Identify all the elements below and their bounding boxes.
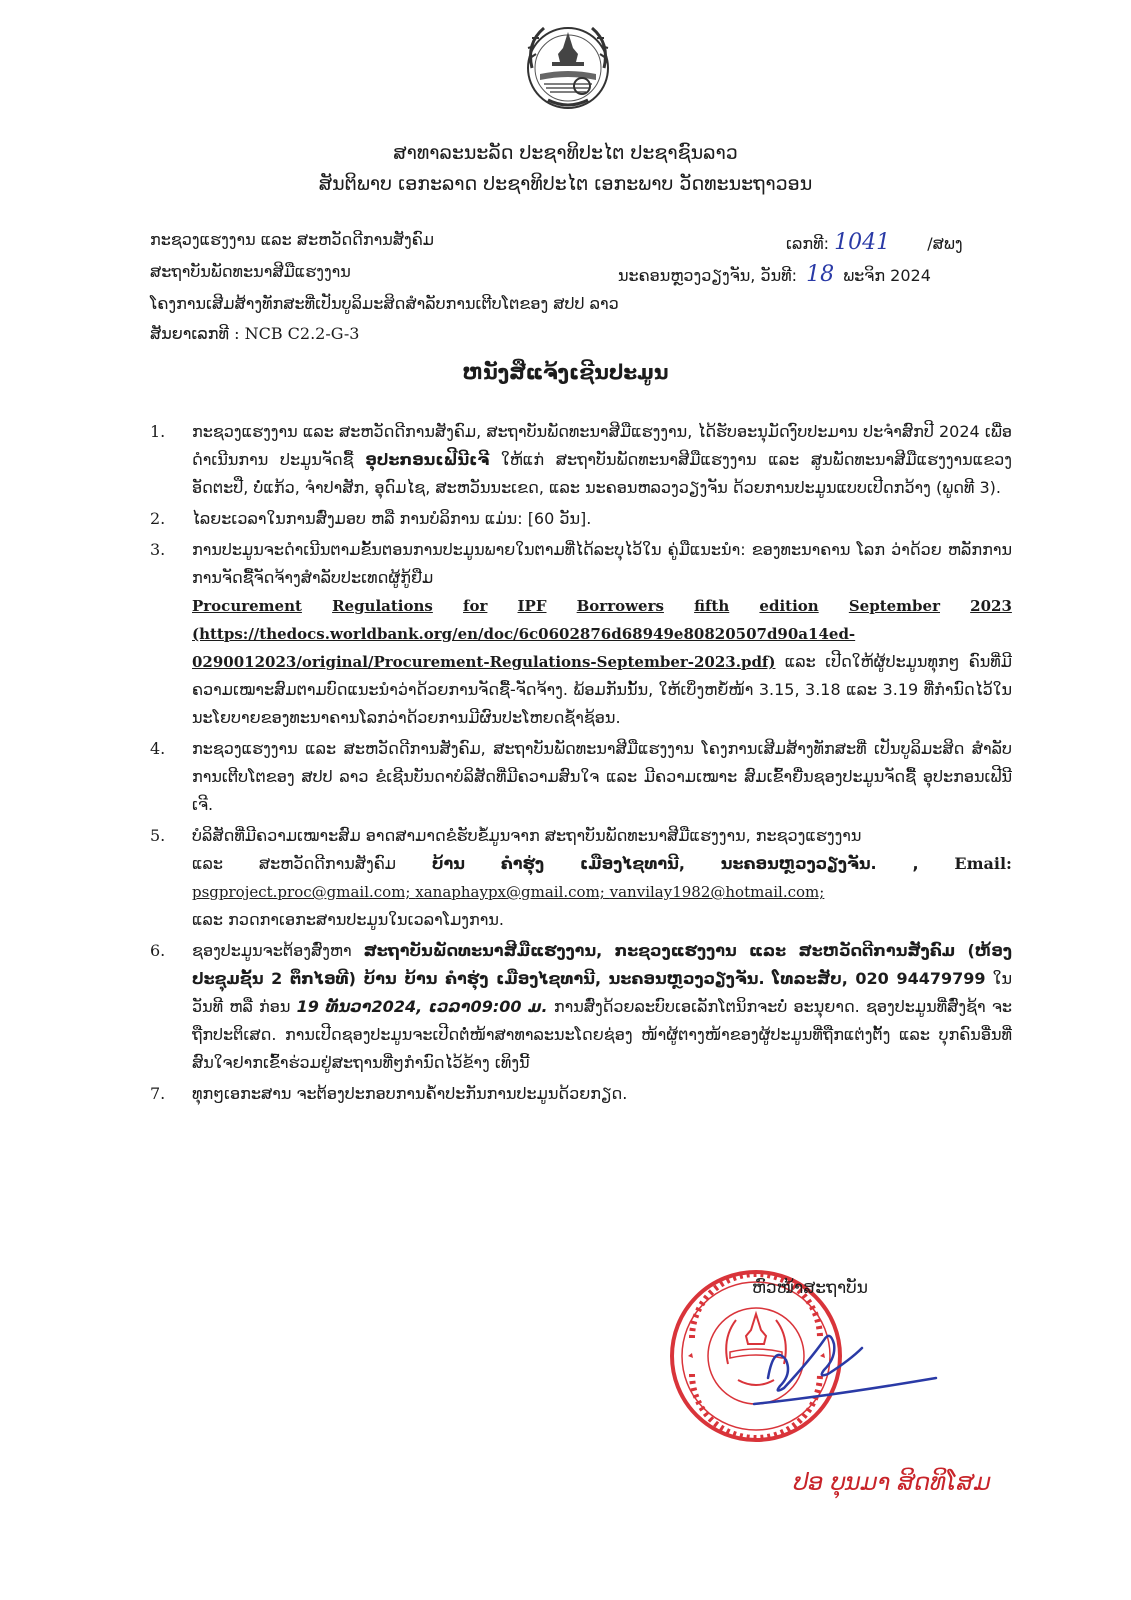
place-date-label: ນະຄອນຫຼວງວຽງຈັນ, ວັນທີ: [618, 266, 797, 285]
address-word: ເມືອງໄຊທານີ, [579, 854, 685, 873]
signatory-name: ປອ ບຸນມາ ສິດທິໂສມ [794, 1468, 991, 1496]
ref-word: IPF [517, 597, 547, 615]
ref-word: Borrowers [576, 597, 664, 615]
list-item [150, 1080, 1012, 1108]
email-link[interactable]: psgproject.proc@gmail.com; [192, 883, 411, 901]
item-number: 7. [150, 1084, 166, 1103]
signatory-title: ຫົວໜ້າສະຖາບັນ [752, 1278, 868, 1298]
motto-heading: ສັນຕິພາບ ເອກະລາດ ປະຊາທິປະໄຕ ເອກະພາບ ວັດທະນະຖາວອນ [318, 173, 813, 195]
item-number: 1. [150, 422, 166, 441]
address-word: ແລະ [192, 854, 224, 873]
item-number: 4. [150, 739, 166, 758]
place-date [618, 262, 931, 287]
email-links [192, 878, 1012, 906]
item-text: ແລະ ກວດກາເອກະສານປະມູນໃນເວລາໂມງການ. [192, 910, 504, 929]
ref-word: Regulations [332, 597, 433, 615]
ref-word: fifth [694, 597, 730, 615]
lao-national-emblem [518, 18, 618, 114]
item-number: 6. [150, 941, 166, 960]
item-text: ບໍລິສັດທີ່ມີຄວາມເໝາະສົມ ອາດສາມາດຂໍຮັບຂໍ້ມູນຈາກ ສະຖາບັນພັດທະນາສີມືແຮງງານ, ກະຊວງແຮງງານ [192, 826, 862, 845]
deadline-text: 19 ທັນວາ2024, ເວລາ09:00 ມ. [296, 997, 548, 1016]
item-number: 2. [150, 509, 166, 528]
item-text-bold: ອຸປະກອນເຟີນີເຈີ [365, 450, 490, 469]
ref-word: Procurement [192, 597, 302, 615]
item-text-bold: ສະຖາບັນພັດທະນາສີມືແຮງງານ, ກະຊວງແຮງງານ ແລະ ສະຫວັດດີການສັງຄົມ (ຫ້ອງປະຊຸມຊັ້ນ 2 ຕຶກໄອທີ) ບ້ານ ບ້ານ ຄຳຮຸ່ງ ເມືອງໄຊທານີ, ນະຄອນຫຼວງວຽງຈັນ. ໂທລະສັບ, 020 94479799 [192, 941, 1012, 988]
letter-title: ຫນັງສືແຈ້ງເຊີນປະມູນ [462, 360, 669, 384]
item-text: ການສົ່ງດ້ວຍລະບົບເອເລັກໂຕນິກຈະບໍ່ ອະນຸຍາດ. ຊອງປະມູນທີ່ສົ່ງຊ້າ ຈະຖືກປະຕິເສດ. ການເປີດຊອງປະມູນຈະເປີດຕໍ່ໜ້າສາທາລະນະໂດຍຊ່ອງ ໜ້າຜູ້ຕາງໜ້າຂອງຜູ້ປະມູນທີ່ຖືກແຕ່ງຕັ້ງ ແລະ ບຸກຄົນອື່ນທີ່ສົນໃຈຢາກເຂົ້າຮ່ວມຢູ່ສະຖານທີ່ໆກຳນົດໄວ້ຂ້າງ ເທິງນີ້ [192, 997, 1012, 1072]
list-item [150, 418, 1012, 502]
item-text: ຊອງປະມູນຈະຕ້ອງສົ່ງຫາ [192, 941, 364, 960]
item-text: ທຸກໆເອກະສານ ຈະຕ້ອງປະກອບການຄ້ຳປະກັນການປະມູນດ້ວຍກຽດ. [192, 1084, 628, 1103]
address-word: , [912, 854, 919, 873]
number-label: ເລກທີ: [786, 234, 829, 253]
number-suffix: /ສພງ [927, 234, 963, 253]
email-link[interactable]: xanaphaypx@gmail.com; [415, 883, 605, 901]
ref-word: September [848, 597, 940, 615]
item-text: ໃນວັນທີ ຫລື ກ່ອນ [192, 969, 1012, 1016]
item-text: ການປະມູນຈະດຳເນີນຕາມຂັ້ນຕອນການປະມູນພາຍໃນຕາມທີ່ໄດ້ລະບຸໄວ້ໃນ ຄູ່ມືແນະນຳ: ຂອງທະນາຄານ ໂລກ ວ່າດ້ວຍ ຫລັກການການຈັດຊື້ຈັດຈ້າງສຳລັບປະເທດຜູ້ກູ້ຢືມ [192, 540, 1012, 587]
procurement-url-link[interactable]: (https://thedocs.worldbank.org/en/doc/6c0602876d68949e80820507d90a14ed- [192, 625, 856, 643]
ref-word: edition [759, 597, 819, 615]
contract-number: ສັນຍາເລກທີ : NCB C2.2-G-3 [150, 324, 360, 343]
list-item [150, 505, 1012, 533]
project-name: ໂຄງການເສີມສ້າງທັກສະທີ່ເປັນບູລິມະສິດສຳລັບການເຕີບໂຕຂອງ ສປປ ລາວ [150, 294, 619, 313]
letter-body [150, 418, 1012, 1111]
procurement-url-link-cont[interactable]: 0290012023/original/Procurement-Regulations-September-2023.pdf) [192, 653, 776, 671]
list-item [150, 536, 1012, 732]
republic-heading: ສາທາລະນະລັດ ປະຊາທິປະໄຕ ປະຊາຊົນລາວ [393, 142, 738, 164]
address-line [192, 850, 1012, 878]
handwritten-number: 1041 [834, 230, 891, 255]
handwritten-day: 18 [806, 262, 835, 287]
ref-word: 2023 [970, 597, 1012, 615]
item-text: ກະຊວງແຮງງານ ແລະ ສະຫວັດດີການສັງຄົມ, ສະຖາບັນພັດທະນາສີມືແຮງງານ ໂຄງການເສີມສ້າງທັກສະທີ່ ເປັນບູລິມະສິດ ສຳລັບການເຕີບໂຕຂອງ ສປປ ລາວ ຂໍເຊີນບັນດາບໍລິສັດທີ່ມີຄວາມສົນໃຈ ແລະ ມີຄວາມເໝາະ ສົມເຂົ້າຍື່ນຊອງປະມູນຈັດຊື້ ອຸປະກອນເຟີນີເຈີ. [192, 739, 1012, 814]
email-label: Email: [954, 854, 1012, 873]
procurement-regulations-title [192, 592, 1012, 620]
address-word: ບ້ານ [431, 854, 465, 873]
address-word: ສະຫວັດດີການສັງຄົມ [258, 854, 396, 873]
list-item [150, 735, 1012, 819]
email-link[interactable]: vanvilay1982@hotmail.com; [609, 883, 825, 901]
ref-word: for [463, 597, 488, 615]
address-word: ນະຄອນຫຼວງວຽງຈັນ. [720, 854, 877, 873]
month-year: ພະຈິກ 2024 [843, 266, 931, 285]
institute-name: ສະຖາບັນພັດທະນາສີມືແຮງງານ [150, 262, 351, 281]
address-word: ຄຳຮຸ່ງ [500, 854, 545, 873]
item-number: 5. [150, 826, 166, 845]
item-text: ກະຊວງແຮງງານ ແລະ ສະຫວັດດີການສັງຄົມ, ສະຖາບັນພັດທະນາສີມືແຮງງານ, ໄດ້ຮັບອະນຸມັດງົບປະມານ ປະຈຳສົກປີ 2024 ເພື່ອດຳເນີນການ ປະມູນຈັດຊື້ [192, 422, 1012, 469]
handwritten-signature [740, 1300, 940, 1410]
item-text: ແລະ ເປີດໃຫ້ຜູ້ປະມູນທຸກໆ ຄົນທີ່ມີຄວາມເໝາະສົມຕາມບົດແນະນຳວ່າດ້ວຍການຈັດຊື້-ຈັດຈ້າງ. ພ້ອມກັນນັ້ນ, ໃຫ້ເບິ່ງຫຍໍ້ໜ້າ 3.15, 3.18 ແລະ 3.19 ທີ່ກຳນົດໄວ້ໃນນະໂຍບາຍຂອງທະນາຄານໂລກວ່າດ້ວຍການມີຜົນປະໂຫຍດຊໍ້າຊ້ອນ. [192, 652, 1012, 727]
list-item [150, 937, 1012, 1077]
item-text: ໄລຍະເວລາໃນການສົ່ງມອບ ຫລື ການບໍລິການ ແມ່ນ: [60 ວັນ]. [192, 509, 592, 528]
document-number [786, 230, 963, 255]
list-item [150, 822, 1012, 934]
item-text: ໃຫ້ແກ່ ສະຖາບັນພັດທະນາສີມືແຮງງານ ແລະ ສູນພັດທະນາສີມືແຮງງານແຂວງ ອັດຕະປື, ບໍ່ແກ້ວ, ຈຳປາສັກ, ອຸດົມໄຊ, ສະຫວັນນະເຂດ, ແລະ ນະຄອນຫລວງວຽງຈັນ ດ້ວຍການປະມູນແບບເປີດກວ້າງ (ພູດທີ 3). [192, 450, 1012, 497]
item-number: 3. [150, 540, 166, 559]
ministry-name: ກະຊວງແຮງງານ ແລະ ສະຫວັດດີການສັງຄົມ [150, 230, 434, 249]
